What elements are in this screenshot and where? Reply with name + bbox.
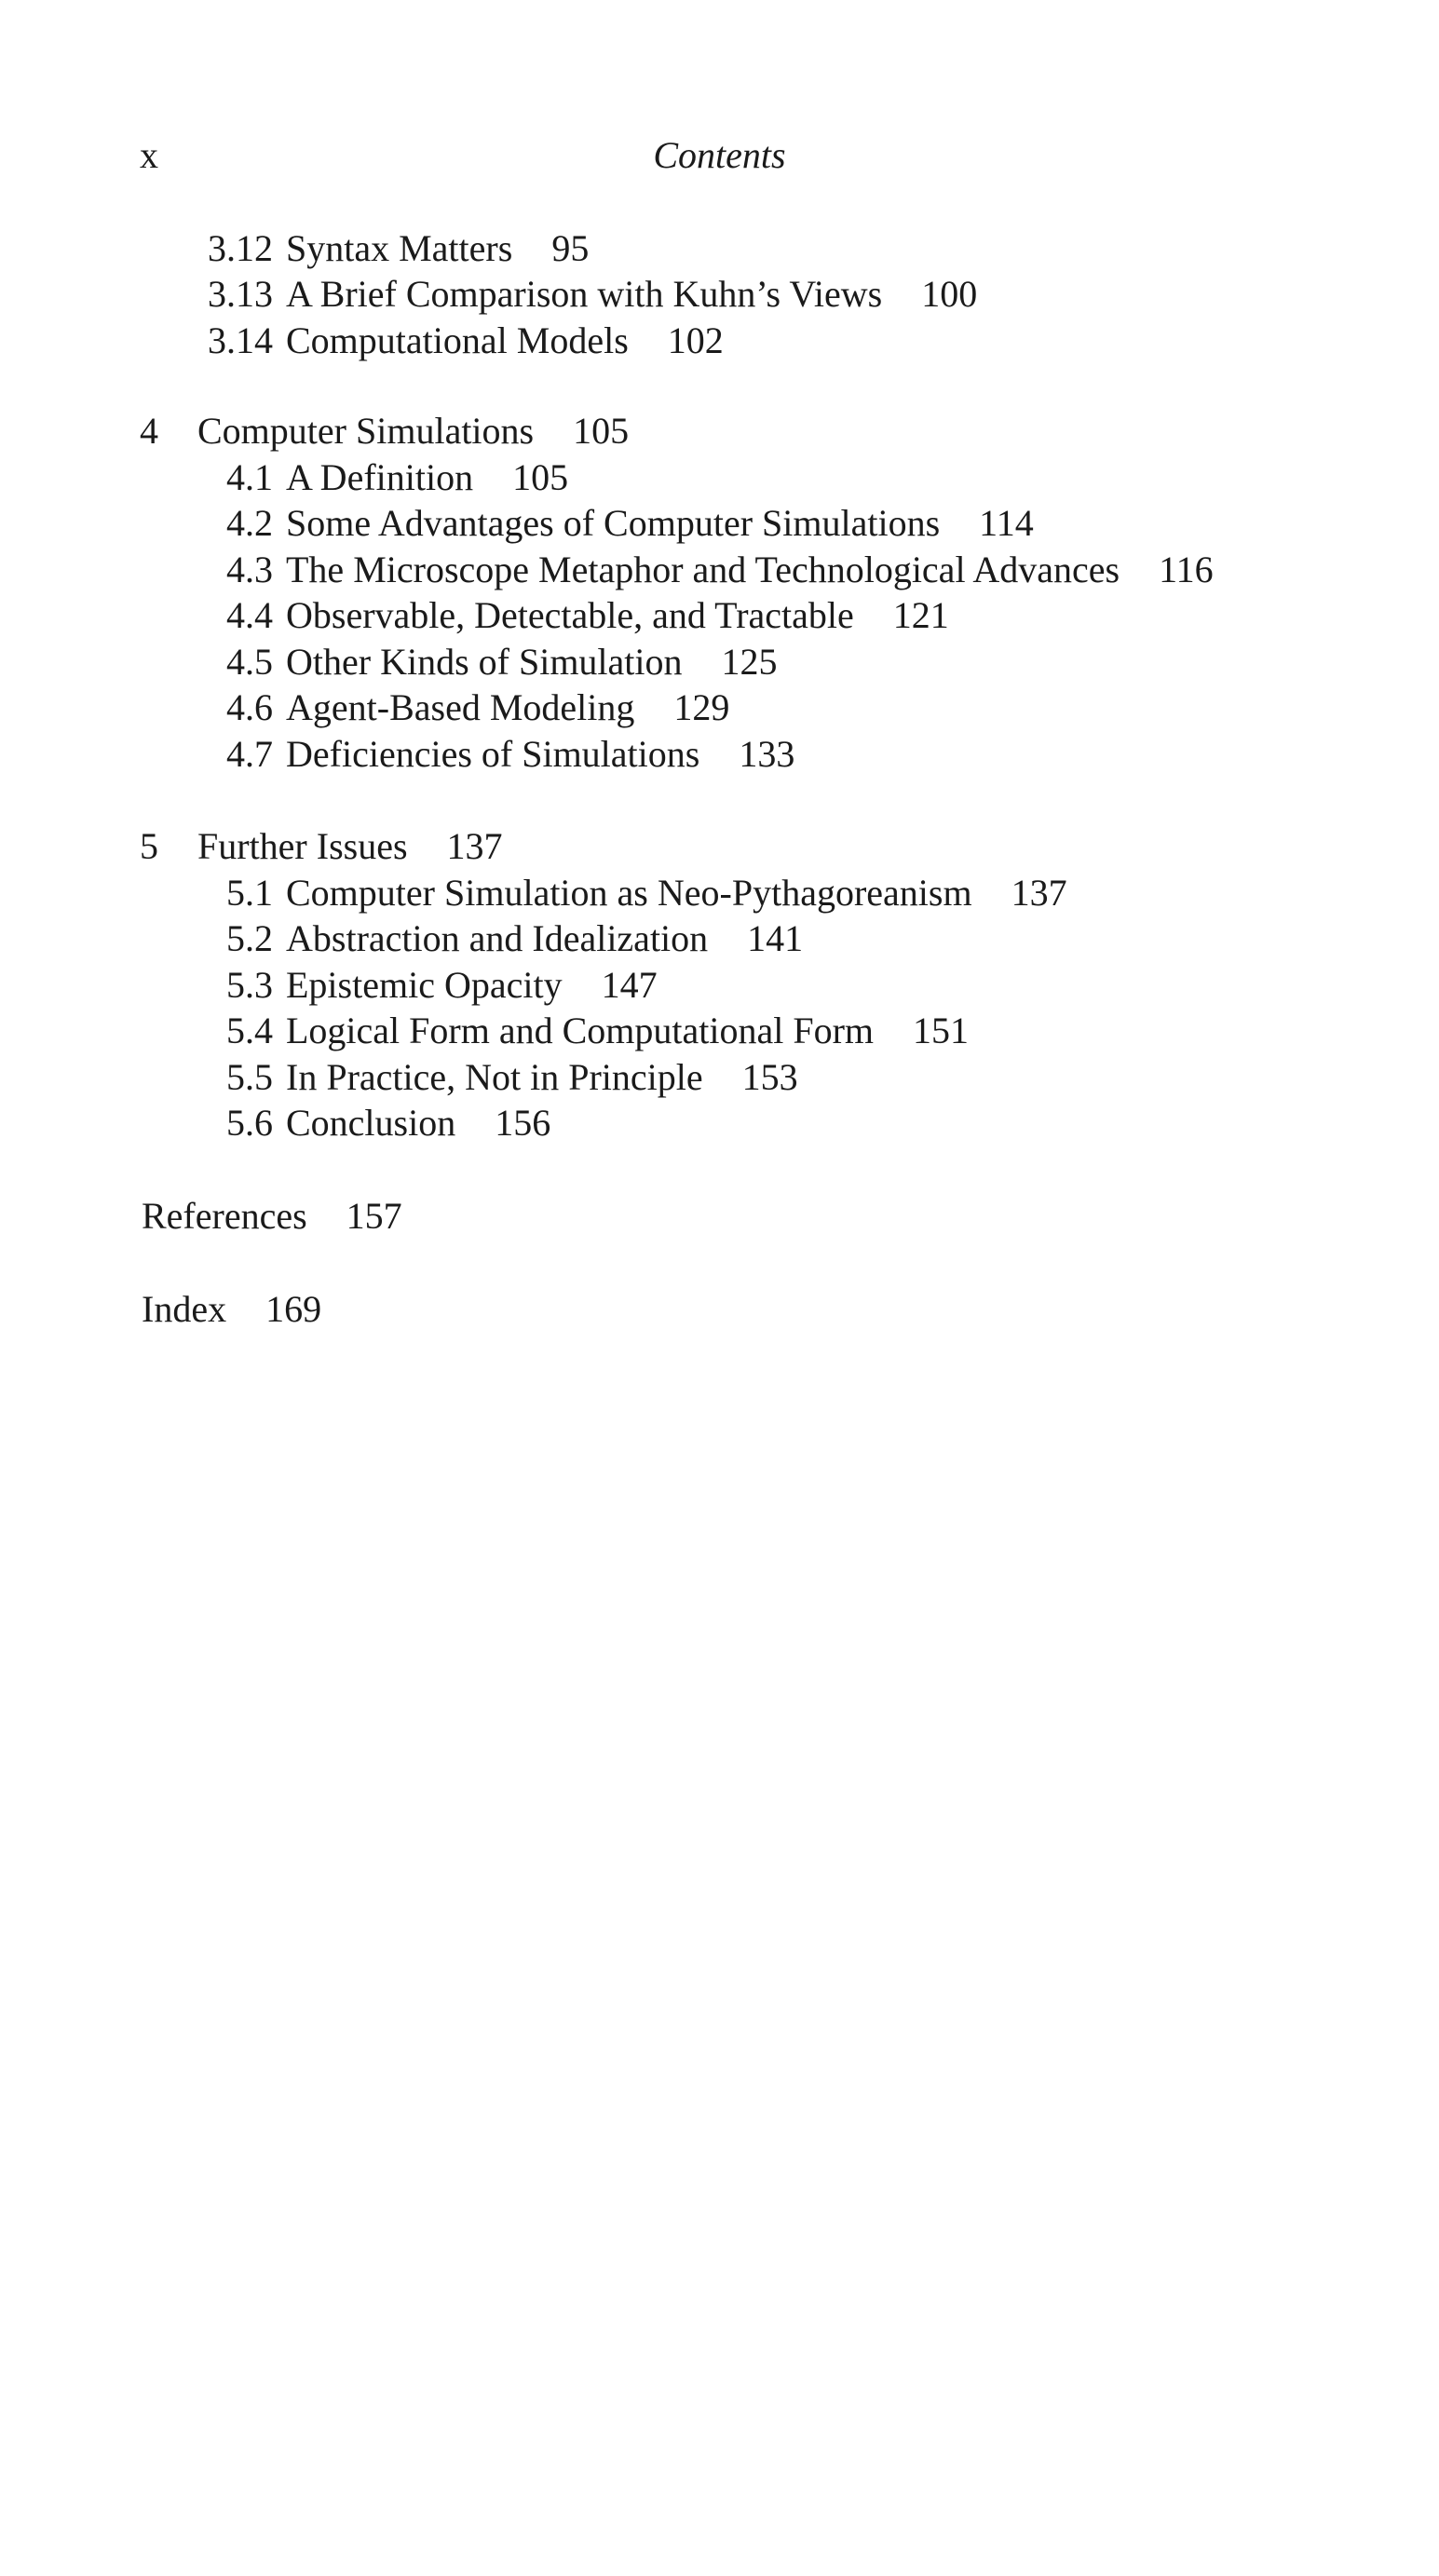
entry-title bbox=[286, 1100, 550, 1146]
page-number: x bbox=[140, 134, 158, 176]
entry-number: 5.4 bbox=[226, 1010, 273, 1051]
entry-title bbox=[286, 685, 729, 731]
entry-number: 5.6 bbox=[226, 1102, 273, 1144]
entry-page-number: 147 bbox=[601, 964, 658, 1006]
entry-title bbox=[286, 731, 794, 778]
entry-title bbox=[286, 962, 658, 1009]
entry-title bbox=[286, 592, 949, 639]
entry-title-text: Computer Simulations bbox=[197, 410, 535, 452]
entry-title-text: Some Advantages of Computer Simulations bbox=[286, 502, 941, 544]
entry-page-number: 169 bbox=[265, 1288, 322, 1330]
entry-title bbox=[286, 1008, 969, 1054]
entry-title bbox=[197, 408, 629, 454]
entry-title bbox=[286, 639, 778, 685]
entry-number: 5.5 bbox=[226, 1056, 273, 1098]
entry-number: 4.1 bbox=[226, 456, 273, 498]
entry-title bbox=[286, 1054, 798, 1101]
entry-title-text: References bbox=[142, 1195, 307, 1237]
entry-title-text: Index bbox=[142, 1288, 227, 1330]
entry-title-text: The Microscope Metaphor and Technological Advances bbox=[286, 549, 1120, 590]
entry-title-text: Conclusion bbox=[286, 1102, 456, 1144]
entry-page-number: 100 bbox=[921, 273, 978, 315]
entry-page-number: 116 bbox=[1159, 549, 1214, 590]
entry-page-number: 114 bbox=[979, 502, 1034, 544]
entry-title-text: Agent-Based Modeling bbox=[286, 686, 635, 728]
entry-title-text: Epistemic Opacity bbox=[286, 964, 563, 1006]
entry-title-text: Observable, Detectable, and Tractable bbox=[286, 594, 854, 636]
entry-title-text: Computer Simulation as Neo-Pythagoreanism bbox=[286, 872, 972, 914]
entry-title-text: Deficiencies of Simulations bbox=[286, 733, 700, 775]
entry-number: 4.2 bbox=[226, 502, 273, 544]
entry-title-text: Logical Form and Computational Form bbox=[286, 1010, 875, 1051]
entry-page-number: 137 bbox=[446, 825, 503, 867]
entry-title bbox=[286, 915, 803, 962]
entry-page-number: 141 bbox=[747, 917, 804, 959]
entry-page-number: 151 bbox=[913, 1010, 970, 1051]
entry-number: 4.5 bbox=[226, 641, 273, 683]
entry-page-number: 156 bbox=[495, 1102, 551, 1144]
entry-title bbox=[142, 1193, 402, 1240]
entry-page-number: 129 bbox=[673, 686, 730, 728]
entry-title-text: Computational Models bbox=[286, 319, 629, 361]
entry-title-text: Other Kinds of Simulation bbox=[286, 641, 683, 683]
entry-title-text: Further Issues bbox=[197, 825, 408, 867]
entry-number: 4 bbox=[140, 410, 158, 452]
entry-number: 5.1 bbox=[226, 872, 273, 914]
entry-title-text: A Brief Comparison with Kuhn’s Views bbox=[286, 273, 883, 315]
entry-number: 4.7 bbox=[226, 733, 273, 775]
entry-page-number: 121 bbox=[892, 594, 949, 636]
entry-number: 5 bbox=[140, 825, 158, 867]
entry-number: 4.6 bbox=[226, 686, 273, 728]
entry-number: 5.3 bbox=[226, 964, 273, 1006]
entry-title-text: Abstraction and Idealization bbox=[286, 917, 709, 959]
entry-title-text: Syntax Matters bbox=[286, 227, 513, 269]
entry-page-number: 102 bbox=[667, 319, 724, 361]
entry-number: 3.12 bbox=[208, 227, 273, 269]
entry-title bbox=[286, 500, 1034, 547]
entry-number: 4.4 bbox=[226, 594, 273, 636]
entry-title bbox=[286, 454, 568, 501]
entry-page-number: 133 bbox=[739, 733, 795, 775]
entry-title-text: In Practice, Not in Principle bbox=[286, 1056, 703, 1098]
entry-page-number: 157 bbox=[346, 1195, 402, 1237]
entry-title bbox=[197, 823, 503, 870]
entry-title bbox=[142, 1286, 321, 1333]
entry-page-number: 105 bbox=[573, 410, 630, 452]
entry-number: 3.14 bbox=[208, 319, 273, 361]
entry-title bbox=[286, 870, 1067, 916]
entry-title-text: A Definition bbox=[286, 456, 474, 498]
entry-page-number: 125 bbox=[721, 641, 778, 683]
entry-title bbox=[286, 271, 977, 318]
entry-page-number: 137 bbox=[1011, 872, 1067, 914]
running-head: Contents bbox=[653, 134, 786, 176]
entry-number: 5.2 bbox=[226, 917, 273, 959]
entry-title bbox=[286, 547, 1214, 593]
entry-title bbox=[286, 318, 724, 364]
entry-title bbox=[286, 225, 589, 272]
entry-page-number: 95 bbox=[551, 227, 590, 269]
entry-page-number: 153 bbox=[741, 1056, 798, 1098]
entry-number: 3.13 bbox=[208, 273, 273, 315]
entry-page-number: 105 bbox=[512, 456, 569, 498]
entry-number: 4.3 bbox=[226, 549, 273, 590]
